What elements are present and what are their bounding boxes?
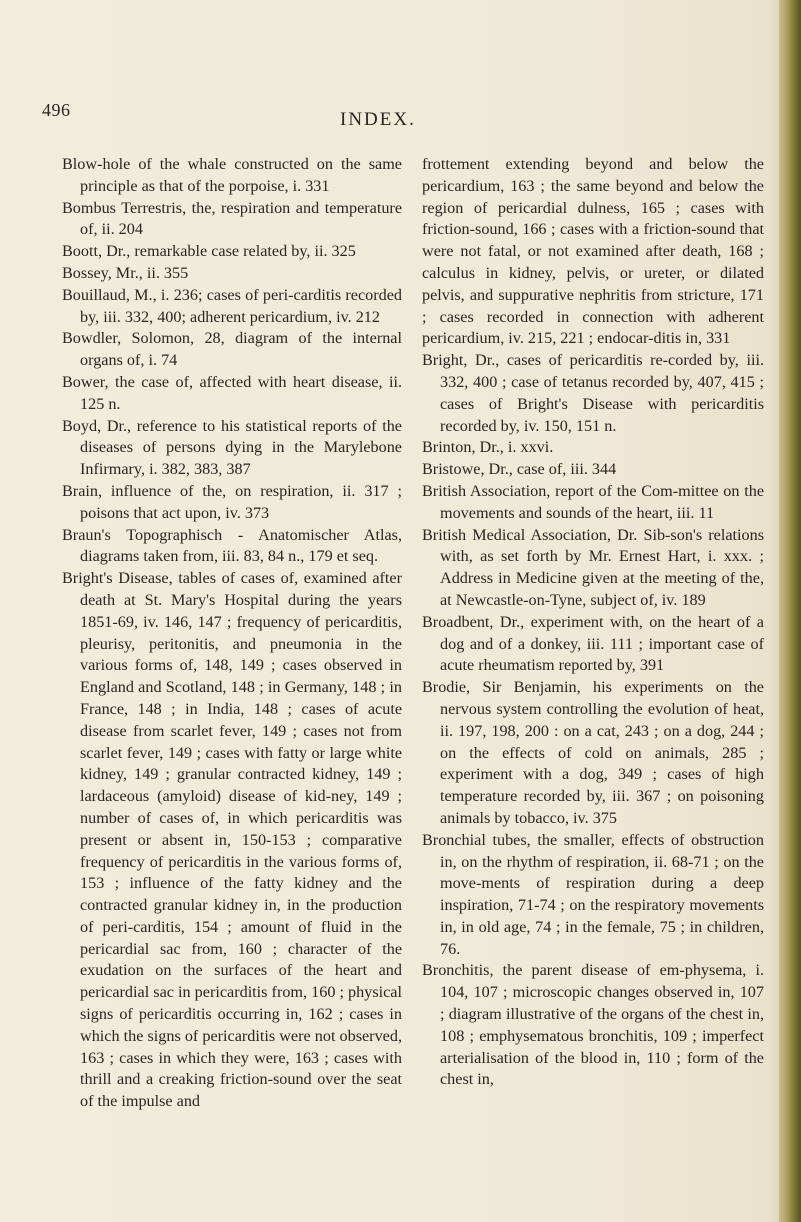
index-entry: Broadbent, Dr., experiment with, on the heart of a dog and of a donkey, iii. 111 ; important case of acute rheumatism reported by, 391 [422, 612, 764, 675]
index-entry: Bossey, Mr., ii. 355 [62, 263, 189, 282]
index-entry: Bower, the case of, affected with heart disease, ii. 125 n. [62, 372, 402, 413]
index-entry: Boyd, Dr., reference to his statistical reports of the diseases of persons dying in the Marylebone Infirmary, i. 382, 383, 387 [62, 416, 402, 479]
page-number: 496 [42, 100, 71, 120]
index-entry: British Medical Association, Dr. Sib-son's relations with, as set forth by Mr. Ernest Hart, i. xxx. ; Address in Medicine given at the meeting of the, at Newcastle-on-Tyne, subject of, iv. 189 [422, 525, 764, 609]
index-entry: Bouillaud, M., i. 236; cases of peri-carditis recorded by, iii. 332, 400; adherent pericardium, iv. 212 [62, 285, 402, 326]
page-edge [779, 0, 801, 1222]
index-entry: Bronchial tubes, the smaller, effects of obstruction in, on the rhythm of respiration, ii. 68-71 ; on the move-ments of respiration during a deep inspiration, 71-74 ; on the respiratory movements in, in old age, 74 ; in the female, 75 ; in children, 76. [422, 830, 764, 958]
index-entry: Bright, Dr., cases of pericarditis re-corded by, iii. 332, 400 ; case of tetanus recorded by, 407, 415 ; cases of Bright's Disease with pericarditis recorded by, iv. 150, 151 n. [422, 351, 764, 435]
index-entry: Bright's Disease, tables of cases of, examined after death at St. Mary's Hospital during the years 1851-69, iv. 146, 147 ; frequency of pericarditis, pleurisy, peritonitis, and pneumonia in the various forms of, 148, 149 ; cases observed in England and Scotland, 148 ; in Germany, 148 ; in France, 148 ; in India, 148 ; cases of acute disease from scarlet fever, 149 ; cases not from scarlet fever, 149 ; cases with fatty or large white kidney, 149 ; granular contracted kidney, 149 ; lardaceous (amyloid) disease of kid-ney, 149 ; number of cases of, in which pericarditis was present or absent in, 150-153 ; comparative frequency of pericarditis in the various forms of, 153 ; influence of the fatty kidney and the contracted granular kidney in, in the production of peri-carditis, 154 ; amount of fluid in the pericardial sac from, 160 ; character of the exudation on the surfaces of the heart and pericardial sac in pericarditis from, 160 ; physical signs of pericarditis occurring in, 162 ; cases in which the signs of pericarditis were not observed, 163 ; cases in which they were, 163 ; cases with thrill and a creaking friction-sound over the seat of the impulse and [62, 569, 402, 1111]
index-entry: Bowdler, Solomon, 28, diagram of the internal organs of, i. 74 [62, 329, 402, 370]
index-column-left [62, 154, 402, 1113]
index-entry: British Association, report of the Com-mittee on the movements and sounds of the heart, iii. 11 [422, 481, 764, 522]
index-entry-continued: frottement extending beyond and below the pericardium, 163 ; the same beyond and below the region of pericardial dulness, 165 ; cases with friction-sound, 166 ; cases with a friction-sound that were not fatal, or not examined after death, 168 ; calculus in kidney, pelvis, or ureter, or dilated pelvis, and suppurative nephritis from stricture, 171 ; cases recorded in connection with adherent pericardium, iv. 215, 221 ; endocar-ditis in, 331 [422, 155, 764, 348]
index-entry: Brodie, Sir Benjamin, his experiments on the nervous system controlling the evolution of heat, ii. 197, 198, 200 : on a cat, 243 ; on a dog, 244 ; on the effects of cold on animals, 285 ; experiment with a dog, 349 ; cases of high temperature recorded by, iii. 367 ; on poisoning animals by tobacco, iv. 375 [422, 678, 764, 827]
index-entry: Braun's Topographisch - Anatomischer Atlas, diagrams taken from, iii. 83, 84 n., 179 et seq. [62, 525, 402, 566]
index-entry: Brinton, Dr., i. xxvi. [422, 438, 554, 457]
running-head: INDEX. [340, 109, 416, 130]
index-entry: Boott, Dr., remarkable case related by, ii. 325 [62, 242, 356, 261]
index-entry: Blow-hole of the whale constructed on the same principle as that of the porpoise, i. 331 [62, 155, 402, 195]
index-column-right [422, 154, 764, 1091]
index-entry: Brain, influence of the, on respiration, ii. 317 ; poisons that act upon, iv. 373 [62, 481, 402, 522]
index-entry: Bronchitis, the parent disease of em-physema, i. 104, 107 ; microscopic changes observed in, 107 ; diagram illustrative of the organs of the chest in, 108 ; emphysematous bronchitis, 109 ; imperfect arterialisation of the blood in, 110 ; form of the chest in, [422, 961, 764, 1089]
index-entry: Bristowe, Dr., case of, iii. 344 [422, 460, 617, 479]
index-entry: Bombus Terrestris, the, respiration and temperature of, ii. 204 [62, 198, 402, 239]
